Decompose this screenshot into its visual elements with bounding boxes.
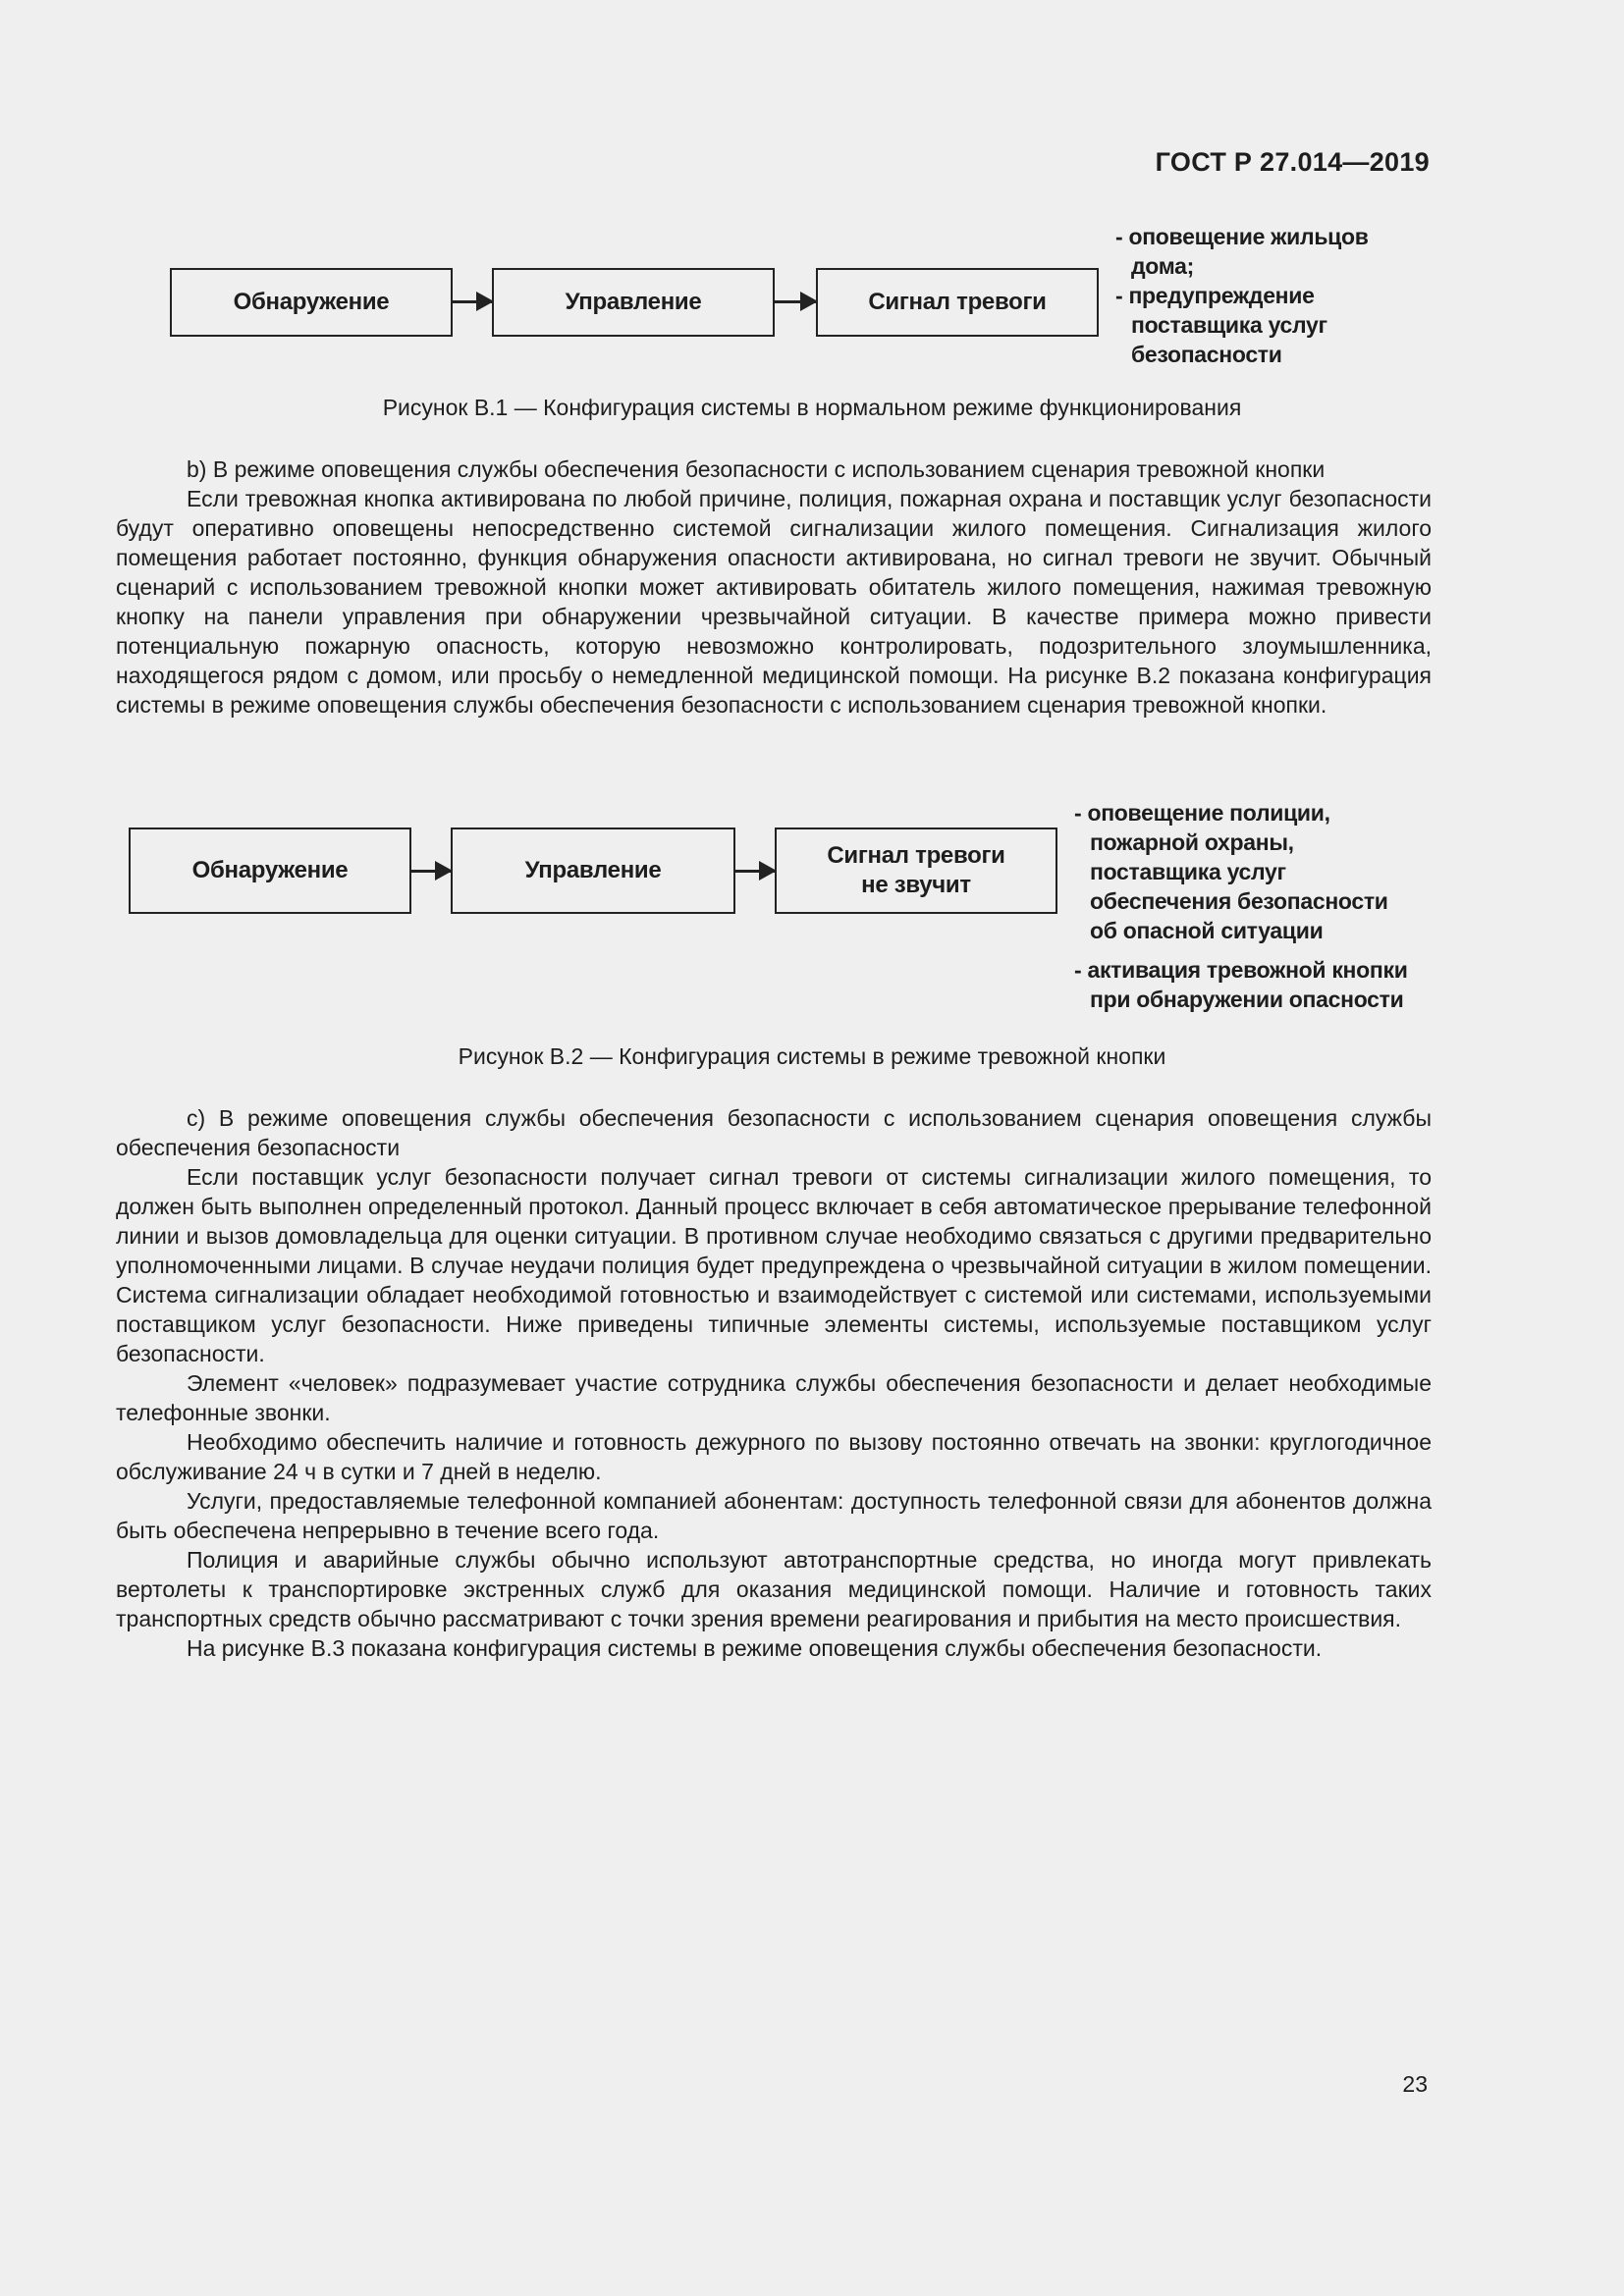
page-number: 23	[1402, 2071, 1428, 2097]
section-c-paragraph-1: Если поставщик услуг безопасности получает сигнал тревоги от системы сигнализации жилого помещения, то должен быть выполнен определенный протокол. Данный процесс включает в себя автоматическое прерывание телефонной линии и вызов домовладельца для оценки ситуации. В противном случае необходимо связаться с другими предварительно уполномоченными лицами. В случае неудачи полиция будет предупреждена о чрезвычайной ситуации в жилом помещении. Система сигнализации обладает необходимой готовностью и взаимодействует с системой или системами, используемыми поставщиком услуг безопасности. Ниже приведены типичные элементы системы, используемые поставщиком услуг безопасности.	[116, 1164, 1432, 1366]
section-b-heading: b) В режиме оповещения службы обеспечения безопасности с использованием сценария тревожной кнопки	[187, 456, 1326, 482]
silent-alarm-label: Сигнал тревоги не звучит	[827, 842, 1005, 898]
arrow-control-to-alarm-2	[735, 870, 775, 873]
arrow-detection-to-control-2	[411, 870, 451, 873]
document-code: ГОСТ Р 27.014—2019	[1155, 147, 1430, 177]
section-c-paragraph-3: Необходимо обеспечить наличие и готовность дежурного по вызову постоянно отвечать на звонки: круглогодичное обслуживание 24 ч в сутки и 7 дней в неделю.	[116, 1429, 1432, 1484]
control-box-2	[451, 828, 735, 914]
section-c-paragraph-5: Полиция и аварийные службы обычно используют автотранспортные средства, но иногда могут привлекать вертолеты к транспортировке экстренных служб для оказания медицинской помощи. Наличие и готовность таких транспортных средств обычно рассматривают с точки зрения времени реагирования и прибытия на место происшествия.	[116, 1547, 1432, 1631]
section-c	[116, 1103, 1432, 1663]
note-notify-residents: - оповещение жильцов дома;	[1115, 224, 1369, 279]
alarm-box	[816, 268, 1099, 337]
note-notify-police: - оповещение полиции, пожарной охраны, поставщика услуг обеспечения безопасности об опасной ситуации	[1074, 800, 1388, 943]
section-b-paragraph: Если тревожная кнопка активирована по любой причине, полиция, пожарная охрана и поставщик услуг безопасности будут оперативно оповещены непосредственно системой сигнализации жилого помещения. Сигнализация жилого помещения работает постоянно, функция обнаружения опасности активирована, но сигнал тревоги не звучит. Обычный сценарий с использованием тревожной кнопки может активировать обитатель жилого помещения, нажимая тревожную кнопку на панели управления при обнаружении чрезвычайной ситуации. В качестве примера можно привести потенциальную пожарную опасность, которую невозможно контролировать, подозрительного злоумышленника, находящегося рядом с домом, или просьбу о немедленной медицинской помощи. На рисунке В.2 показана конфигурация системы в режиме оповещения службы обеспечения безопасности с использованием сценария тревожной кнопки.	[116, 486, 1432, 718]
section-c-paragraph-6: На рисунке В.3 показана конфигурация системы в режиме оповещения службы обеспечения безопасности.	[187, 1635, 1323, 1661]
section-c-heading: с) В режиме оповещения службы обеспечения безопасности с использованием сценария оповещения службы обеспечения безопасности	[116, 1105, 1432, 1160]
section-c-paragraph-4: Услуги, предоставляемые телефонной компанией абонентам: доступность телефонной связи для абонентов должна быть обеспечена непрерывно в течение всего года.	[116, 1488, 1432, 1543]
arrow-control-to-alarm	[775, 300, 816, 303]
control-label-2: Управление	[524, 857, 662, 883]
figure-b1-caption: Рисунок В.1 — Конфигурация системы в нормальном режиме функционирования	[382, 395, 1242, 420]
note-panic-button: - активация тревожной кнопки при обнаружении опасности	[1074, 957, 1408, 1012]
section-c-paragraph-2: Элемент «человек» подразумевает участие сотрудника службы обеспечения безопасности и делает необходимые телефонные звонки.	[116, 1370, 1432, 1425]
alarm-label: Сигнал тревоги	[868, 289, 1047, 315]
figure-b2-caption: Рисунок В.2 — Конфигурация системы в режиме тревожной кнопки	[458, 1043, 1166, 1069]
detection-label: Обнаружение	[233, 289, 390, 315]
detection-box-2	[129, 828, 411, 914]
arrow-detection-to-control	[453, 300, 492, 303]
detection-box	[170, 268, 453, 337]
silent-alarm-box	[775, 828, 1057, 914]
control-label: Управление	[565, 289, 702, 315]
detection-label-2: Обнаружение	[191, 857, 349, 883]
figure-b1-notes	[1115, 222, 1430, 369]
figure-b2-notes	[1074, 798, 1447, 1014]
control-box	[492, 268, 775, 337]
section-b	[116, 454, 1432, 720]
note-warn-provider: - предупреждение поставщика услуг безопасности	[1115, 283, 1327, 367]
